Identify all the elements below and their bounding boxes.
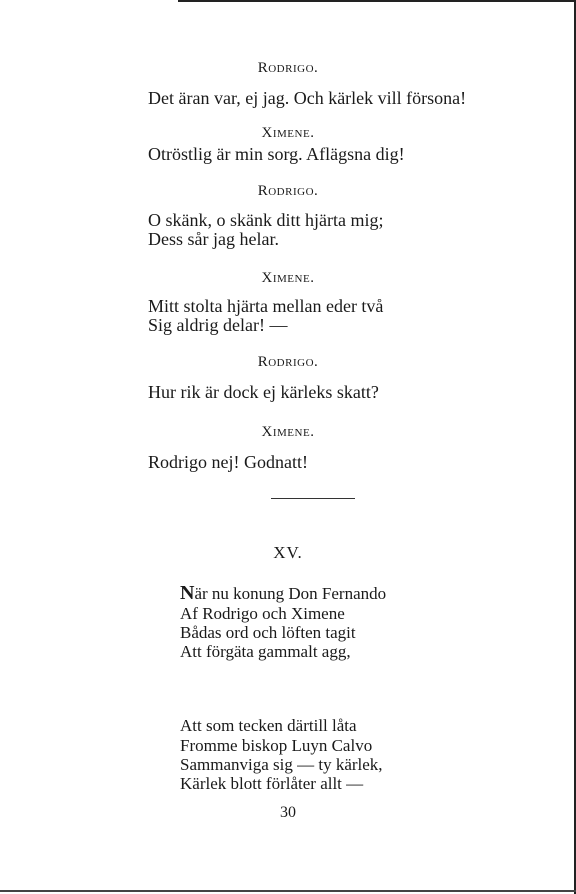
stanza-line: Kärlek blott förlåter allt — (180, 774, 364, 793)
dialogue-line: Rodrigo nej! Godnatt! (148, 452, 308, 472)
speaker-rodrigo-2: Rodrigo. (257, 183, 319, 199)
speaker-ximene-3: Ximene. (261, 424, 315, 440)
stanza-line: Sammanviga sig — ty kärlek, (180, 755, 383, 774)
stanza-line: Af Rodrigo och Ximene (180, 604, 345, 623)
dialogue-line: Otröstlig är min sorg. Aflägsna dig! (148, 144, 405, 164)
stanza-line: Att förgäta gammalt agg, (180, 642, 351, 661)
section-separator (271, 498, 355, 499)
stanza-line: Bådas ord och löften tagit (180, 623, 356, 642)
stanza-line: Fromme biskop Luyn Calvo (180, 736, 373, 755)
dialogue-line: Det äran var, ej jag. Och kärlek vill försona! (148, 88, 467, 108)
dialogue-line: Dess sår jag helar. (148, 229, 279, 249)
stanza-line-first (180, 584, 386, 603)
top-border (178, 0, 576, 2)
dialogue-line: Sig aldrig delar! — (148, 315, 288, 335)
bottom-border (0, 890, 576, 892)
stanza-line: Att som tecken därtill låta (180, 716, 357, 735)
speaker-rodrigo-3: Rodrigo. (257, 354, 319, 370)
speaker-ximene-2: Ximene. (261, 270, 315, 286)
dialogue-line: Mitt stolta hjärta mellan eder två (148, 296, 384, 316)
speaker-rodrigo-1: Rodrigo. (257, 60, 319, 76)
speaker-ximene-1: Ximene. (261, 125, 315, 141)
drop-cap: N (180, 582, 195, 604)
dialogue-line: Hur rik är dock ej kärleks skatt? (148, 382, 379, 402)
first-line-text: är nu konung Don Fernando (194, 584, 387, 603)
chapter-heading: XV. (273, 543, 303, 562)
page-number: 30 (280, 804, 296, 821)
dialogue-line: O skänk, o skänk ditt hjärta mig; (148, 210, 384, 230)
